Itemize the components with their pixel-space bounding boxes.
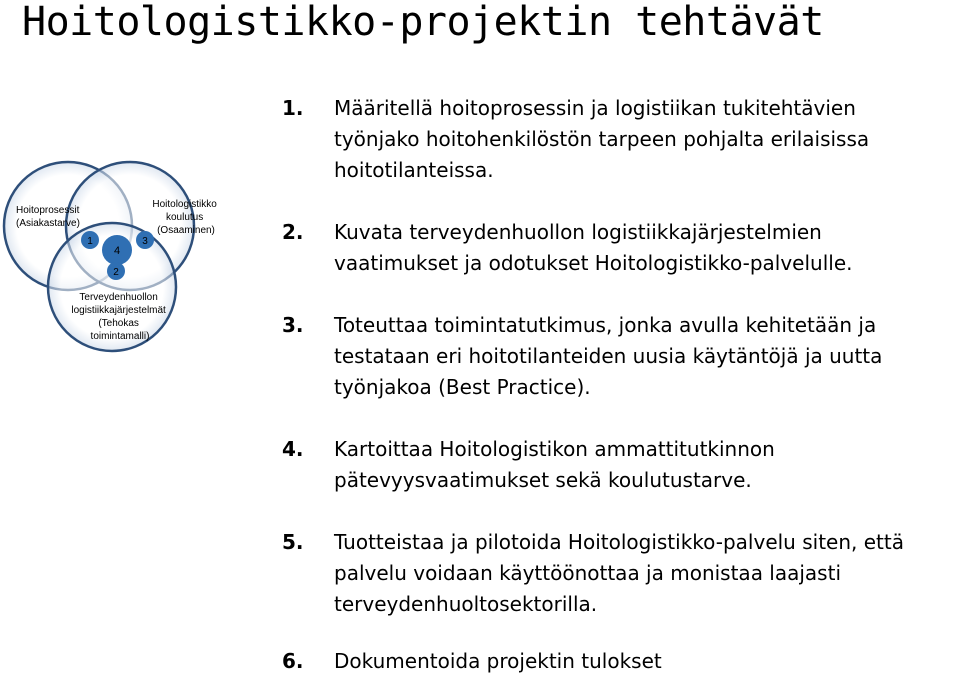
task-item: [282, 646, 958, 677]
task-item: [282, 527, 958, 620]
svg-text:4: 4: [113, 245, 121, 257]
task-number: 5.: [282, 530, 304, 554]
svg-text:1: 1: [87, 236, 93, 247]
venn-marker-1: [81, 231, 99, 249]
venn-diagram: [0, 150, 250, 370]
venn-label-left: Hoitoprosessit (Asiakastarve): [16, 205, 80, 229]
task-number: 4.: [282, 437, 304, 461]
task-number: 2.: [282, 220, 304, 244]
svg-text:3: 3: [142, 236, 148, 247]
task-text: Toteuttaa toimintatutkimus, jonka avulla kehitetään ja testataan eri hoitotilanteiden uusia käytäntöjä ja uutta työnjakoa (Best Practice).: [334, 313, 883, 399]
task-item: [282, 217, 958, 279]
venn-label-bottom: Terveydenhuollon logistiikkajärjestelmät (Tehokas toimintamalli): [71, 292, 166, 342]
task-text: Määritellä hoitoprosessin ja logistiikan tukitehtävien työnjako hoitohenkilöstön tarpeen pohjalta erilaisissa hoitotilanteissa.: [334, 96, 870, 182]
venn-marker-4: [102, 235, 132, 265]
task-item: [282, 310, 958, 403]
task-number: 1.: [282, 96, 304, 120]
task-number: 3.: [282, 313, 304, 337]
venn-label-right: Hoitologistikko koulutus (Osaaminen): [152, 199, 217, 236]
task-item: [282, 434, 958, 496]
task-item: [282, 93, 958, 186]
task-text: Dokumentoida projektin tulokset: [334, 649, 662, 673]
task-text: Kuvata terveydenhuollon logistiikkajärjestelmien vaatimukset ja odotukset Hoitologistikko-palvelulle.: [334, 220, 853, 275]
task-list: [282, 93, 958, 677]
task-text: Kartoittaa Hoitologistikon ammattitutkinnon pätevyysvaatimukset sekä koulutustarve.: [334, 437, 775, 492]
venn-marker-2: [107, 262, 125, 280]
task-number: 6.: [282, 649, 304, 673]
task-text: Tuotteistaa ja pilotoida Hoitologistikko-palvelu siten, että palvelu voidaan käyttöönottaa ja monistaa laajasti terveydenhuoltosektorilla.: [334, 530, 904, 616]
svg-text:2: 2: [113, 267, 119, 278]
slide-title: Hoitologistikko-projektin tehtävät: [22, 0, 824, 45]
venn-marker-3: [136, 231, 154, 249]
